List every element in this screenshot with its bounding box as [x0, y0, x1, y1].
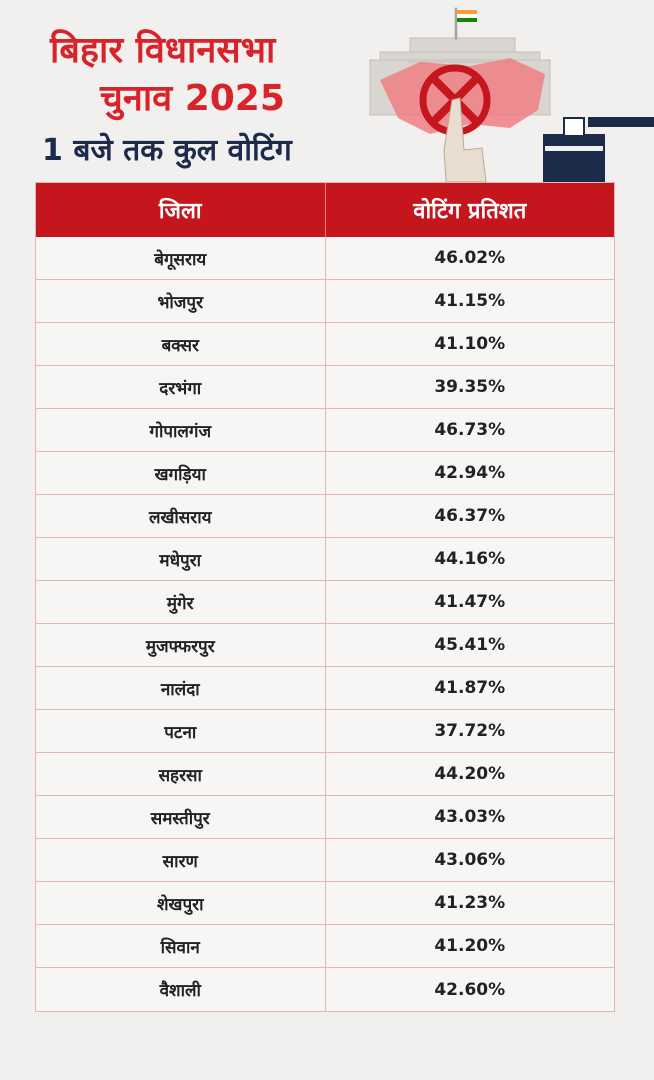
district-cell: बक्सर — [36, 323, 326, 365]
percent-cell: 41.23% — [434, 893, 506, 913]
percent-cell: 43.06% — [434, 850, 506, 870]
header — [0, 0, 654, 182]
district-cell: समस्तीपुर — [36, 796, 326, 838]
district-cell: लखीसराय — [36, 495, 326, 537]
election-illustration — [360, 0, 654, 182]
district-cell: सारण — [36, 839, 326, 881]
district-cell: शेखपुरा — [36, 882, 326, 924]
table-row — [36, 753, 614, 796]
district-cell: दरभंगा — [36, 366, 326, 408]
column-header-district: जिला — [36, 183, 326, 237]
percent-cell: 46.73% — [434, 420, 506, 440]
percent-cell: 46.02% — [434, 248, 506, 268]
table-row — [36, 839, 614, 882]
percent-cell: 44.16% — [434, 549, 506, 569]
district-cell: मधेपुरा — [36, 538, 326, 580]
percent-cell: 42.94% — [434, 463, 506, 483]
district-cell: सहरसा — [36, 753, 326, 795]
table-row — [36, 409, 614, 452]
page-title: बिहार विधानसभा — [50, 30, 276, 71]
table-row — [36, 452, 614, 495]
percent-cell: 45.41% — [434, 635, 506, 655]
ballot-box-icon — [543, 117, 654, 182]
table-row — [36, 624, 614, 667]
table-row — [36, 495, 614, 538]
percent-cell: 44.20% — [434, 764, 506, 784]
district-cell: खगड़िया — [36, 452, 326, 494]
table-body — [36, 237, 614, 1011]
percent-cell: 41.87% — [434, 678, 506, 698]
percent-cell: 46.37% — [434, 506, 506, 526]
percent-cell: 42.60% — [434, 979, 506, 1000]
table-row — [36, 667, 614, 710]
district-cell: भोजपुर — [36, 280, 326, 322]
voting-table — [35, 182, 615, 1012]
table-row — [36, 237, 614, 280]
table-row — [36, 366, 614, 409]
flag-icon — [457, 10, 477, 22]
district-cell: पटना — [36, 710, 326, 752]
percent-cell: 37.72% — [434, 721, 506, 741]
table-row — [36, 968, 614, 1011]
district-cell: नालंदा — [36, 667, 326, 709]
percent-cell: 43.03% — [434, 807, 506, 827]
table-row — [36, 796, 614, 839]
table-row — [36, 710, 614, 753]
percent-cell: 41.15% — [434, 291, 506, 311]
table-row — [36, 280, 614, 323]
percent-cell: 41.47% — [434, 592, 506, 612]
table-header — [36, 183, 614, 237]
district-cell: वैशाली — [36, 968, 326, 1011]
district-cell: सिवान — [36, 925, 326, 967]
percent-cell: 39.35% — [434, 377, 506, 397]
table-row — [36, 538, 614, 581]
table-row — [36, 925, 614, 968]
district-cell: गोपालगंज — [36, 409, 326, 451]
column-header-percent: वोटिंग प्रतिशत — [413, 199, 527, 224]
table-row — [36, 882, 614, 925]
percent-cell: 41.20% — [434, 936, 506, 956]
page-subtitle: 1 बजे तक कुल वोटिंग — [42, 133, 292, 168]
page-title-year: चुनाव 2025 — [100, 78, 285, 119]
district-cell: मुजफ्फरपुर — [36, 624, 326, 666]
percent-cell: 41.10% — [434, 334, 506, 354]
district-cell: मुंगेर — [36, 581, 326, 623]
table-row — [36, 323, 614, 366]
table-row — [36, 581, 614, 624]
district-cell: बेगूसराय — [36, 237, 326, 279]
